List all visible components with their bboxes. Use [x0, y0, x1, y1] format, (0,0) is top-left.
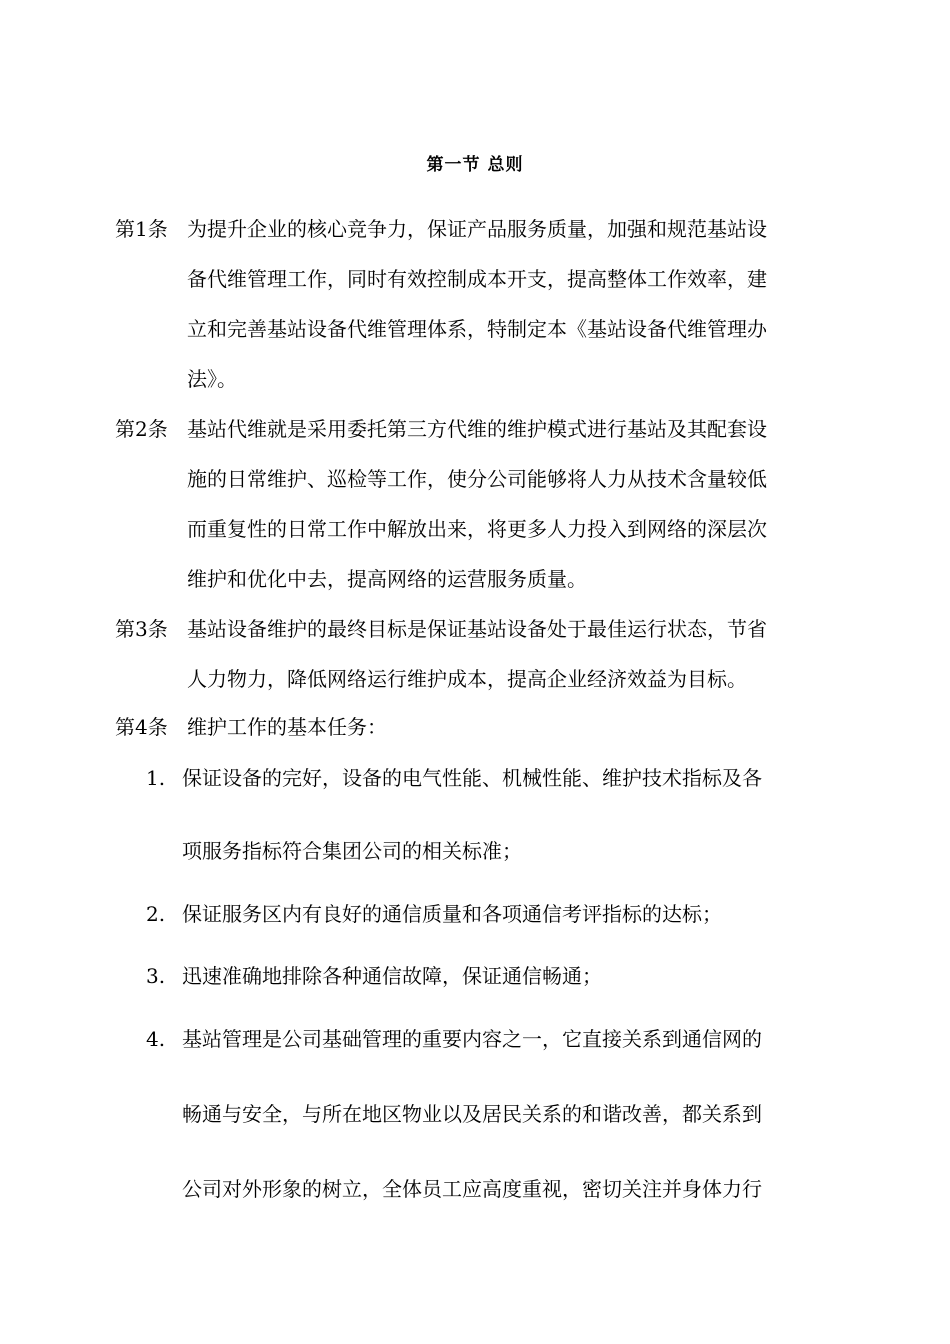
article-2-label: 第2条	[115, 417, 168, 441]
article-1-line-4: 法》。	[187, 367, 237, 391]
task-4-line-2: 畅通与安全，与所在地区物业以及居民关系的和谐改善，都关系到	[182, 1102, 762, 1126]
article-2-line-1: 基站代维就是采用委托第三方代维的维护模式进行基站及其配套设	[187, 417, 767, 441]
task-4-line-3: 公司对外形象的树立，全体员工应高度重视，密切关注并身体力行	[182, 1177, 762, 1201]
article-3-label: 第3条	[115, 617, 168, 641]
task-1-line-1: 保证设备的完好，设备的电气性能、机械性能、维护技术指标及各	[182, 766, 762, 790]
article-3-line-1: 基站设备维护的最终目标是保证基站设备处于最佳运行状态，节省	[187, 617, 767, 641]
article-1-line-3: 立和完善基站设备代维管理体系，特制定本《基站设备代维管理办	[187, 317, 767, 341]
task-2-number: 2.	[146, 902, 166, 926]
article-2-line-3: 而重复性的日常工作中解放出来，将更多人力投入到网络的深层次	[187, 517, 767, 541]
task-3-number: 3.	[146, 964, 166, 988]
article-2-line-4: 维护和优化中去，提高网络的运营服务质量。	[187, 567, 587, 591]
task-4-line-1: 基站管理是公司基础管理的重要内容之一，它直接关系到通信网的	[182, 1027, 762, 1051]
article-4-label: 第4条	[115, 715, 168, 739]
article-2-line-2: 施的日常维护、巡检等工作，使分公司能够将人力从技术含量较低	[187, 467, 767, 491]
task-4-number: 4.	[146, 1027, 166, 1051]
article-4-line-1: 维护工作的基本任务：	[187, 715, 387, 739]
article-3-line-2: 人力物力，降低网络运行维护成本，提高企业经济效益为目标。	[187, 667, 747, 691]
article-1-line-1: 为提升企业的核心竞争力，保证产品服务质量，加强和规范基站设	[187, 217, 767, 241]
article-1-line-2: 备代维管理工作，同时有效控制成本开支，提高整体工作效率，建	[187, 267, 767, 291]
task-3-line-1: 迅速准确地排除各种通信故障，保证通信畅通；	[182, 964, 602, 988]
task-2-line-1: 保证服务区内有良好的通信质量和各项通信考评指标的达标；	[182, 902, 722, 926]
task-1-line-2: 项服务指标符合集团公司的相关标准；	[182, 839, 522, 863]
task-1-number: 1.	[146, 766, 166, 790]
article-1-label: 第1条	[115, 217, 168, 241]
section-title: 第一节 总则	[426, 155, 524, 175]
